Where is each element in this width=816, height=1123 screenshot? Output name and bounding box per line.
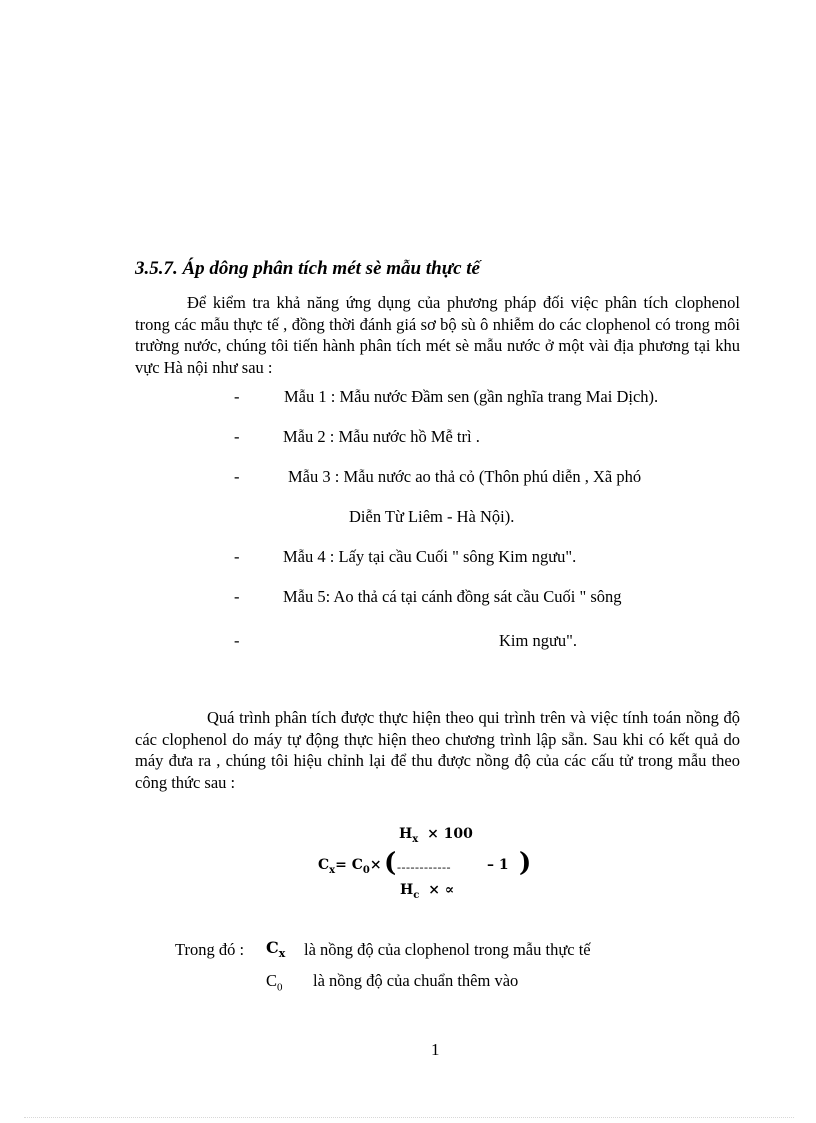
list-bullet: - xyxy=(234,387,240,406)
sample-3: Mẫu 3 : Mẫu nước ao thả cỏ (Thôn phú diễn , Xã phó xyxy=(288,467,642,486)
sample-3-continued: Diễn Từ Liêm - Hà Nội). xyxy=(349,507,515,526)
cx-symbol: $C_x$ xyxy=(266,938,286,961)
page-bottom-border xyxy=(24,1117,794,1118)
sample-5-continued: Kim ngưu". xyxy=(499,631,578,650)
list-bullet: - xyxy=(234,427,240,446)
formula-denominator: $H_c$ × ∝ xyxy=(400,882,455,901)
method-paragraph: Quá trình phân tích được thực hiện theo qui trình trên và việc tính toán nồng độ các clophenol do máy tự động thực hiện theo chương trình lập sẵn. Sau khi có kết quả do máy đưa ra , chúng tôi hiệu chỉnh lại để thu được nồng độ của các cấu tử trong mẫu theo công thức sau : xyxy=(135,708,740,792)
formula-close-paren: ) xyxy=(519,848,532,878)
formula-open-paren: ( xyxy=(384,848,397,878)
formula-lhs: $C_x= C_0\times$ xyxy=(318,857,382,876)
sample-1: Mẫu 1 : Mẫu nước Đầm sen (gần nghĩa trang Mai Dịch). xyxy=(284,387,659,406)
section-heading: 3.5.7. Áp dông phân tích mét sè mẫu thực tế xyxy=(135,258,480,279)
cx-description: là nồng độ của clophenol trong mẫu thực tế xyxy=(304,940,591,959)
formula-minus-one: – 1 xyxy=(487,857,509,873)
definitions-intro: Trong đó : xyxy=(175,940,245,959)
c0-description: là nồng độ của chuẩn thêm vào xyxy=(313,971,519,990)
list-bullet: - xyxy=(234,631,240,650)
formula-numerator: $H_x \times 100$ xyxy=(399,826,473,845)
list-bullet: - xyxy=(234,587,240,606)
intro-paragraph: Để kiểm tra khả năng ứng dụng của phương pháp đối việc phân tích clophenol trong các mẫu thực tế , đồng thời đánh giá sơ bộ sù ô nhiễm do các clophenol có trong môi trường nước, chúng tôi tiến hành phân tích mét sè mẫu nước ở một vài địa phương tại khu vực Hà nội như sau : xyxy=(135,293,740,377)
fraction-bar: ------------ xyxy=(397,860,451,874)
c0-symbol: $C_0$ xyxy=(266,971,283,994)
page-number: 1 xyxy=(431,1040,440,1059)
sample-2: Mẫu 2 : Mẫu nước hồ Mễ trì . xyxy=(283,427,480,446)
list-bullet: - xyxy=(234,547,240,566)
sample-4: Mẫu 4 : Lấy tại cầu Cuối " sông Kim ngưu". xyxy=(283,547,577,566)
sample-5: Mẫu 5: Ao thả cá tại cánh đồng sát cầu Cuối " sông xyxy=(283,587,622,606)
list-bullet: - xyxy=(234,467,240,486)
